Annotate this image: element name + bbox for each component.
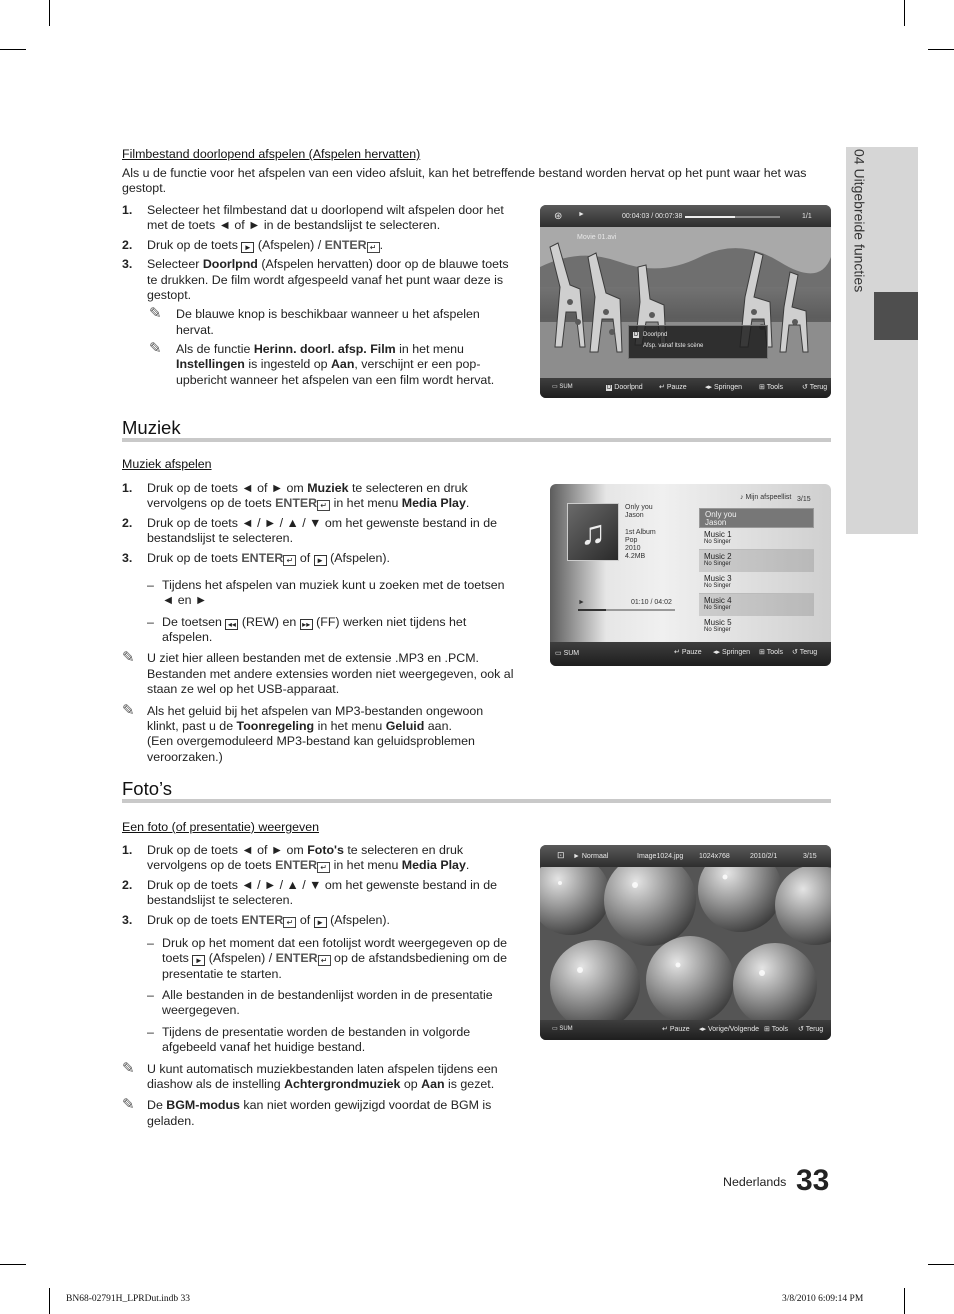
sum-label: ▭ SUM [552, 1026, 573, 1032]
hint-pauze: ↵ Pauze [662, 1026, 690, 1033]
hint-terug: ↺ Terug [798, 1026, 824, 1033]
popup-title: Doorlpnd [643, 332, 668, 338]
fotos-note-1: ✎ U kunt automatisch muziekbestanden laten afspelen tijdens een diashow als de instelling Achtergrondmuziek op Aan is gezet. [122, 1059, 498, 1091]
page-number: 33 [796, 1164, 830, 1197]
popup-blue-button: D [634, 332, 639, 338]
muziek-dash-1: – Tijdens het afspelen van muziek kunt u zoeken met de toetsen ◄ en ► [147, 577, 505, 608]
video-reel-icon: ⊛ [554, 211, 563, 222]
photo-bottom-bar [540, 1020, 831, 1040]
section-divider [122, 438, 831, 442]
video-filename: Movie 01.avi [577, 234, 617, 241]
apples-photo [540, 865, 831, 1020]
info-title: Only you [625, 504, 653, 511]
info-year: 2010 [625, 545, 641, 553]
play-key-icon: ► [314, 917, 327, 928]
track-item[interactable]: Music 4 No Singer [699, 594, 814, 616]
resume-intro: Als u de functie voor het afspelen van een video afsluit, kan het betreffende bestand worden hervat op het punt waar het was gestopt. [122, 166, 807, 196]
music-play-icon: ► [578, 599, 585, 606]
music-count: 3/15 [797, 496, 811, 503]
hint-terug: ↺ Terug [802, 384, 828, 391]
muziek-note-1: ✎ U ziet hier alleen bestanden met de extensie .MP3 en .PCM. Bestanden met andere extensies worden niet weergegeven, ook al staan ze wel op het USB-apparaat. [122, 649, 514, 697]
track-item[interactable]: Music 1 No Singer [699, 528, 814, 550]
info-artist: Jason [625, 512, 644, 520]
sum-label: ▭ SUM [555, 650, 580, 657]
fotos-steps [122, 843, 517, 1133]
resume-note-2: ✎ Als de functie Herinn. doorl. afsp. Film in het menu Instellingen is ingesteld op Aan, verschijnt er een pop-upbericht wanneer het afspelen van een film wordt hervat. [149, 340, 495, 387]
fotos-note-2: ✎ De BGM-modus kan niet worden gewijzigd voordat de BGM is geladen. [122, 1096, 492, 1128]
video-progress-bar [685, 216, 780, 218]
resume-step-2: 2. Druk op de toets ► (Afspelen) / ENTER ↵ . [122, 237, 384, 252]
photo-date: 2010/2/1 [750, 853, 778, 860]
note-pencil-icon: ✎ [149, 305, 162, 323]
video-screenshot [540, 205, 831, 398]
hint-springen: ◂▸ Springen [705, 384, 743, 391]
hint-pauze: ↵ Pauze [674, 649, 702, 656]
video-bottom-bar [540, 378, 831, 398]
fotos-dash-1: – Druk op het moment dat een fotolijst wordt weergegeven op de toets ► (Afspelen) / ENTER ↵ op de afstandsbediening om de presentatie te starten. [147, 935, 508, 981]
chapter-side-marker [874, 292, 918, 340]
enter-key-icon: ↵ [283, 917, 296, 928]
print-file-info: BN68-02791H_LPRDut.indb 33 [66, 1294, 191, 1304]
rew-key-icon: ◂◂ [225, 619, 238, 630]
crop-mark [928, 1264, 954, 1265]
resume-popup [628, 325, 768, 359]
video-count: 1/1 [802, 213, 812, 220]
enter-key-icon: ↵ [317, 500, 330, 511]
fotos-step-1: 1. Druk op de toets ◄ of ► om Foto's te selecteren en druk vervolgens op de toets ENTER ↵ in het menu Media Play. [122, 843, 470, 873]
hint-terug: ↺ Terug [792, 649, 818, 656]
ff-key-icon: ▸▸ [300, 619, 313, 630]
info-album: 1st Album [625, 529, 656, 537]
crop-mark [0, 1264, 26, 1265]
track-item[interactable]: Music 3 No Singer [699, 572, 814, 594]
crop-mark [49, 1288, 50, 1314]
hint-pauze: ↵ Pauze [659, 384, 687, 391]
play-key-icon: ► [192, 955, 205, 966]
photo-icon: ⊡ [557, 850, 565, 860]
resume-steps [122, 203, 517, 392]
resume-step-1: 1. Selecteer het filmbestand dat u doorlopend wilt afspelen door het met de toets ◄ of ► in de bestandslijst te selecteren. [122, 203, 504, 233]
crop-mark [904, 1288, 905, 1314]
music-progress-bar [578, 609, 675, 611]
info-size: 4.2MB [625, 553, 646, 561]
hint-doorlpnd: D Doorlpnd [607, 384, 643, 391]
chapter-label-text: 04 Uitgebreide functies [851, 149, 868, 293]
hint-vorige-volgende: ◂▸ Vorige/Volgende [699, 1026, 759, 1033]
resume-note-1: ✎ De blauwe knop is beschikbaar wanneer u het afspelen hervat. [149, 305, 480, 337]
muziek-step-1: 1. Druk op de toets ◄ of ► om Muziek te selecteren en druk vervolgens op de toets ENTER ↵ in het menu Media Play. [122, 481, 470, 511]
section-divider [122, 799, 831, 803]
muziek-step-3: 3. Druk op de toets ENTER ↵ of ► (Afspelen). [122, 550, 390, 565]
hint-springen: ◂▸ Springen [713, 649, 751, 656]
hint-tools: ⊞ Tools [759, 384, 784, 391]
muziek-heading: Muziek afspelen [122, 457, 212, 471]
crop-mark [0, 49, 26, 50]
music-screenshot [550, 484, 831, 666]
play-state-icon: ► [578, 211, 585, 218]
photo-filename: Image1024.jpg [637, 853, 684, 860]
note-pencil-icon: ✎ [149, 340, 162, 357]
popup-text: Afsp. vanaf ltste scène [643, 343, 704, 349]
fotos-step-2: 2. Druk op de toets ◄ / ► / ▲ / ▼ om het gewenste bestand in de bestandslijst te selecteren. [122, 877, 498, 908]
album-art [567, 503, 619, 561]
enter-key-icon: ↵ [318, 955, 331, 966]
note-pencil-icon: ✎ [122, 649, 135, 667]
photo-count: 3/15 [803, 853, 817, 860]
enter-key-icon: ↵ [283, 555, 296, 566]
crop-mark [904, 0, 905, 26]
photo-top-bar [540, 845, 831, 867]
photo-screenshot [540, 845, 831, 1040]
note-pencil-icon: ✎ [122, 701, 135, 719]
fotos-title: Foto’s [122, 778, 173, 799]
muziek-title: Muziek [122, 417, 181, 438]
hint-tools: ⊞ Tools [764, 1026, 789, 1033]
photo-resolution: 1024x768 [699, 853, 730, 860]
note-pencil-icon: ✎ [122, 1059, 135, 1077]
music-bottom-bar [550, 642, 831, 666]
fotos-heading: Een foto (of presentatie) weergeven [122, 820, 319, 834]
track-list [699, 508, 814, 638]
track-item[interactable]: Music 2 No Singer [699, 550, 814, 572]
chapter-label [846, 147, 874, 347]
footer-language: Nederlands [723, 1175, 787, 1189]
play-key-icon: ► [314, 555, 327, 566]
playlist-label: ♪ Mijn afspeellist [740, 494, 792, 501]
muziek-note-2: ✎ Als het geluid bij het afspelen van MP3-bestanden ongewoon klinkt, past u de Toonregeling in het menu Geluid aan. (Een overgemoduleerd MP3-bestand kan geluidsproblemen veroorzaken.) [122, 701, 484, 764]
enter-key-icon: ↵ [367, 242, 380, 253]
fotos-dash-3: – Tijdens de presentatie worden de bestanden in volgorde afgebeeld vanaf het huidige bestand. [147, 1024, 471, 1055]
track-item[interactable]: Only you Jason [699, 508, 814, 528]
muziek-step-2: 2. Druk op de toets ◄ / ► / ▲ / ▼ om het gewenste bestand in de bestandslijst te selecteren. [122, 515, 498, 546]
apples-illustration [540, 865, 831, 1020]
play-key-icon: ► [241, 242, 254, 253]
video-time: 00:04:03 / 00:07:38 [622, 213, 683, 220]
muziek-dash-2: – De toetsen ◂◂ (REW) en ▸▸ (FF) werken niet tijdens het afspelen. [147, 614, 467, 644]
fotos-step-3: 3. Druk op de toets ENTER ↵ of ► (Afspelen). [122, 912, 390, 927]
music-info [625, 504, 656, 561]
music-note-icon: ♫ [580, 514, 606, 552]
crop-mark [49, 0, 50, 26]
fotos-dash-2: – Alle bestanden in de bestandenlijst worden in de presentatie weergegeven. [147, 988, 493, 1018]
enter-key-icon: ↵ [317, 862, 330, 873]
track-item[interactable]: Music 5 No Singer [704, 618, 732, 633]
resume-heading: Filmbestand doorlopend afspelen (Afspelen hervatten) [122, 147, 421, 161]
resume-step-3: 3. Selecteer Doorlpnd (Afspelen hervatten) door op de blauwe toets te drukken. De film wordt afgespeeld vanaf het punt waar deze is gestopt. [122, 257, 509, 302]
sum-label: ▭ SUM [552, 384, 573, 390]
hint-tools: ⊞ Tools [759, 649, 784, 656]
print-datetime: 3/8/2010 6:09:14 PM [782, 1294, 864, 1304]
muziek-steps [122, 481, 517, 769]
crop-mark [928, 49, 954, 50]
photo-mode: ► Normaal [573, 853, 609, 860]
video-top-bar [540, 205, 831, 227]
note-pencil-icon: ✎ [122, 1096, 135, 1114]
info-genre: Pop [625, 537, 638, 545]
music-time: 01:10 / 04:02 [631, 599, 672, 606]
